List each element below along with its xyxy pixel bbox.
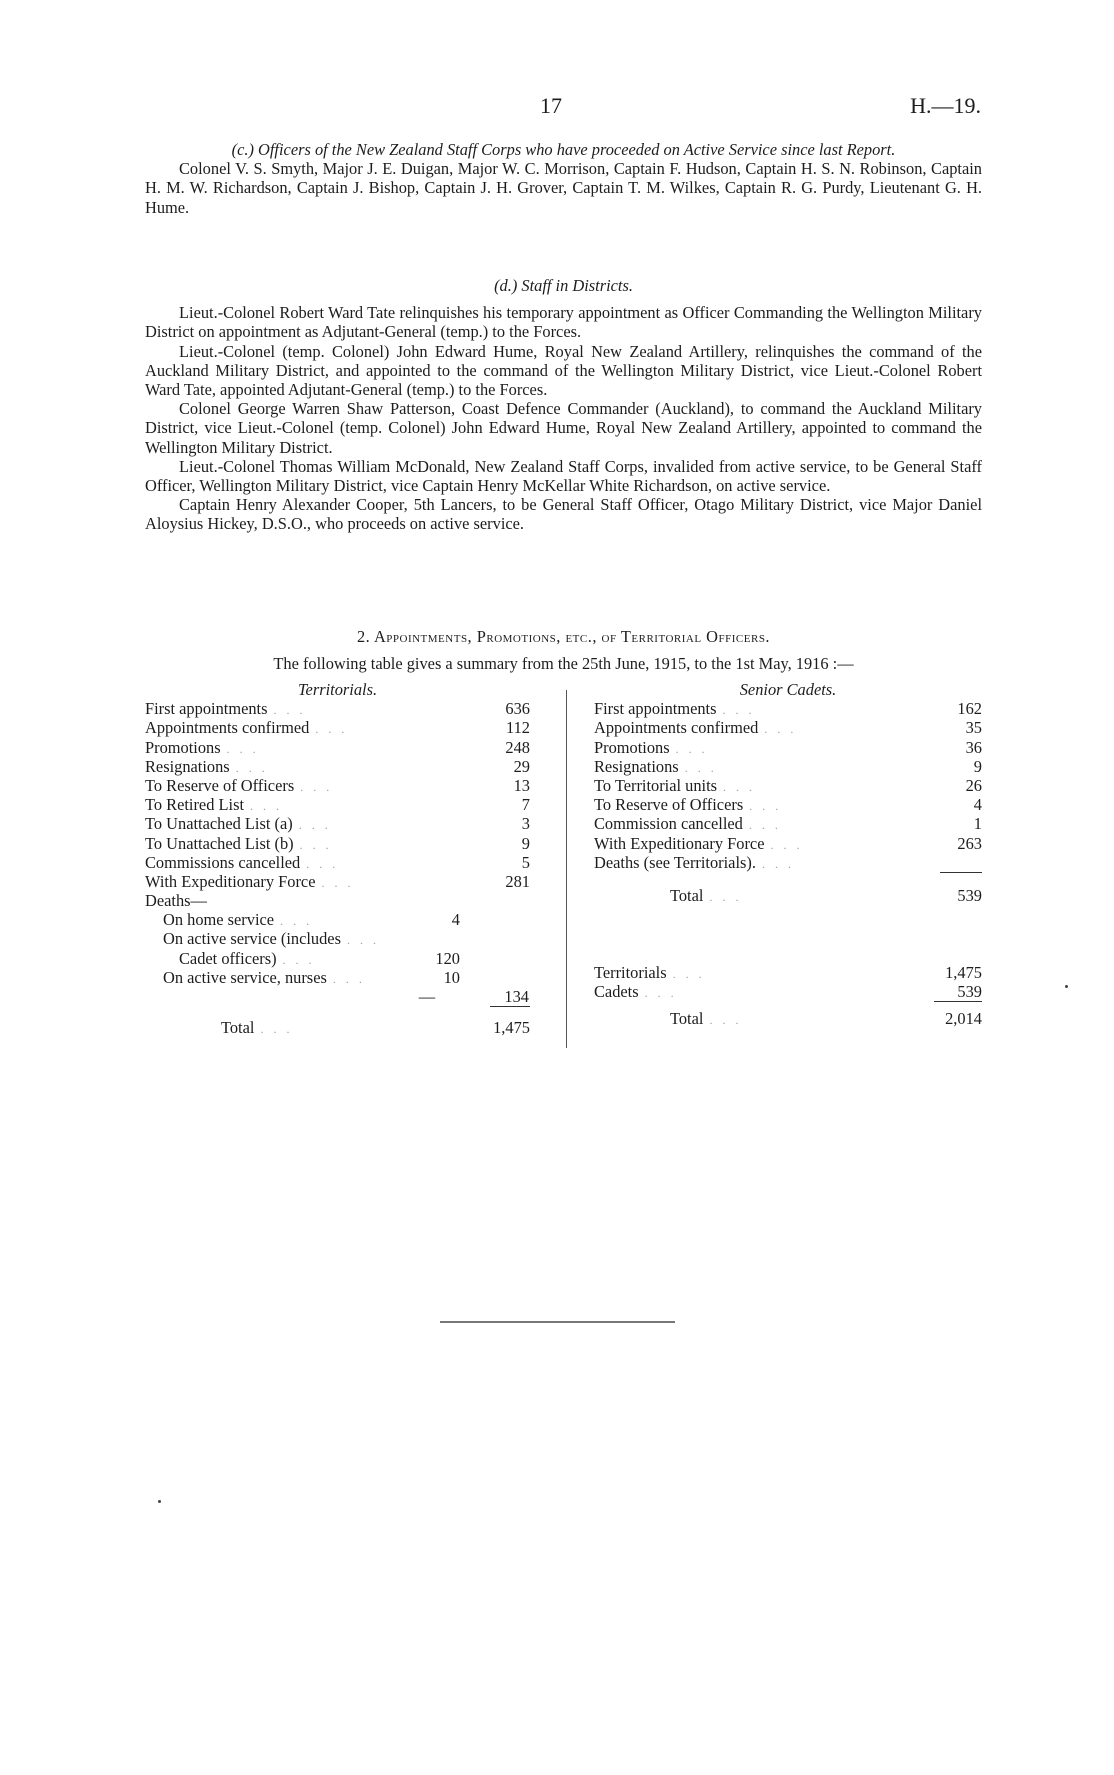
- row-label: Appointments confirmed: [594, 718, 759, 738]
- section-c-text: Colonel V. S. Smyth, Major J. E. Duigan, Major W. C. Morrison, Captain F. Hudson, Captain H. S. N. Robinson, Captain H. M. W. Richardson, Captain J. Bishop, Captain J. H. Grover, Captain T. M. Wilkes, Captain R. G. Purdy, Lieutenant G. H. Hume.: [145, 159, 982, 217]
- section-c-heading: (c.) Officers of the New Zealand Staff Corps who have proceeded on Active Service since last Report.: [231, 140, 896, 159]
- table-row: Promotions ... 248: [145, 737, 530, 757]
- grand-total: 2,014: [945, 1009, 982, 1029]
- scan-speck: [1065, 985, 1068, 988]
- row-label: Promotions: [594, 737, 670, 757]
- table-row: Territorials ... 1,475: [594, 963, 982, 983]
- end-rule: [440, 1321, 675, 1323]
- row-label: Cadet officers): [179, 948, 277, 968]
- total-label: Total: [221, 1018, 255, 1038]
- deaths-label-row: [145, 891, 530, 910]
- section-d-heading: (d.) Staff in Districts.: [494, 276, 633, 295]
- territorials-total-row: Total ... 1,475: [145, 1018, 530, 1037]
- table-row: Commission cancelled ... 1: [594, 814, 982, 834]
- row-label: Commissions cancelled: [145, 852, 301, 872]
- section-d: [145, 276, 982, 534]
- row-label: Promotions: [145, 737, 221, 757]
- document-reference: H.—19.: [910, 93, 981, 118]
- table-row: Commissions cancelled ... 5: [145, 852, 530, 872]
- deaths-rule: —: [418, 987, 436, 1007]
- paragraph: Colonel George Warren Shaw Patterson, Coast Defence Commander (Auckland), to command the Auckland Military District, vice Lieut.-Colonel (temp. Colonel) John Edward Hume, Royal New Zealand Artillery, appointed to command the Wellington Military District.: [145, 399, 982, 457]
- table-row: To Territorial units ... 26: [594, 775, 982, 795]
- paragraph: Lieut.-Colonel Thomas William McDonald, New Zealand Staff Corps, invalided from active service, to be General Staff Officer, Wellington Military District, vice Captain Henry McKellar White Richardson, on active service.: [145, 456, 982, 496]
- table-row: First appointments ... 162: [594, 699, 982, 719]
- row-value: 1: [973, 814, 982, 834]
- senior-cadets-table: [594, 680, 982, 1029]
- table-row: Cadet officers) ... 120: [145, 949, 530, 968]
- section-2-heading: 2. Appointments, Promotions, etc., of Territorial Officers.: [356, 627, 771, 646]
- table-row: Cadets ... 539: [594, 982, 982, 1002]
- row-value: 36: [965, 737, 982, 757]
- row-value: 35: [965, 718, 982, 738]
- row-value: 10: [443, 967, 460, 987]
- row-label: To Territorial units: [594, 775, 718, 795]
- cadets-total-row: Total ... 539: [594, 886, 982, 905]
- deaths-label: Deaths—: [145, 891, 207, 911]
- row-value: 5: [521, 852, 530, 872]
- row-value: 3: [521, 814, 530, 834]
- row-value: 112: [506, 718, 530, 738]
- table-row: With Expeditionary Force ... 263: [594, 833, 982, 853]
- row-value: 248: [505, 737, 530, 757]
- row-label: Resignations: [145, 756, 230, 776]
- territorials-title: Territorials.: [297, 680, 378, 699]
- row-value: 263: [957, 833, 982, 853]
- row-value: 120: [435, 948, 460, 968]
- row-value: 1,475: [945, 963, 982, 983]
- row-label: To Unattached List (a): [145, 814, 293, 834]
- subtotal-rule-row: [145, 1006, 530, 1014]
- scan-speck: [158, 1500, 161, 1503]
- table-row: On active service (includes ...: [145, 929, 530, 948]
- row-label: On active service (includes: [163, 929, 341, 949]
- row-label: Resignations: [594, 756, 679, 776]
- row-value: 29: [513, 756, 530, 776]
- row-label: To Retired List: [145, 795, 244, 815]
- section-c: [145, 140, 982, 217]
- table-row: To Unattached List (b) ... 9: [145, 833, 530, 853]
- row-label: Deaths (see Territorials).: [594, 852, 756, 872]
- subtotal-rule: [490, 1006, 530, 1007]
- cadets-total: 539: [957, 885, 982, 905]
- table-row: Resignations ... 29: [145, 756, 530, 776]
- table-row: Promotions ... 36: [594, 737, 982, 757]
- table-row: To Reserve of Officers ... 13: [145, 775, 530, 795]
- row-label: First appointments: [594, 699, 717, 719]
- row-value: 4: [451, 910, 460, 930]
- deaths-subtotal-row: [145, 987, 530, 1006]
- paragraph: Lieut.-Colonel (temp. Colonel) John Edward Hume, Royal New Zealand Artillery, relinquishes the command of the Auckland Military District, and appointed to the command of the Wellington Military District, vice Lieut.-Colonel Robert Ward Tate, appointed Adjutant-General (temp.) to the Forces.: [145, 341, 982, 400]
- grand-total-label: Total: [670, 1009, 704, 1029]
- table-intro: The following table gives a summary from the 25th June, 1915, to the 1st May, 1916 :—: [273, 654, 854, 673]
- row-label: On home service: [163, 910, 275, 930]
- column-divider: [566, 690, 567, 1048]
- row-label: First appointments: [145, 699, 268, 719]
- row-value: 13: [513, 775, 530, 795]
- row-label: Cadets: [594, 982, 639, 1002]
- table-row: To Unattached List (a) ... 3: [145, 814, 530, 834]
- cadets-rule: [940, 872, 982, 873]
- territorials-total: 1,475: [493, 1018, 530, 1038]
- row-value: 9: [973, 756, 982, 776]
- row-value: 636: [505, 699, 530, 719]
- row-value: 4: [973, 795, 982, 815]
- row-value: 162: [957, 699, 982, 719]
- paragraph: Lieut.-Colonel Robert Ward Tate relinquishes his temporary appointment as Officer Commanding the Wellington Military District on appointment as Adjutant-General (temp.) to the Forces.: [145, 303, 982, 342]
- row-label: To Unattached List (b): [145, 833, 294, 853]
- territorials-table: [145, 680, 530, 1037]
- paragraph: Captain Henry Alexander Cooper, 5th Lancers, to be General Staff Officer, Otago Military District, vice Major Daniel Aloysius Hickey, D.S.O., who proceeds on active service.: [145, 495, 982, 534]
- row-label: To Reserve of Officers: [145, 775, 295, 795]
- row-label: To Reserve of Officers: [594, 795, 744, 815]
- table-row: On active service, nurses ... 10: [145, 968, 530, 987]
- table-row: Appointments confirmed ... 35: [594, 718, 982, 738]
- row-label: With Expeditionary Force: [594, 833, 765, 853]
- table-row: Appointments confirmed ... 112: [145, 718, 530, 738]
- row-label: Commission cancelled: [594, 814, 743, 834]
- table-row: First appointments ... 636: [145, 699, 530, 719]
- section-c-body: [145, 159, 982, 217]
- table-row: To Retired List ... 7: [145, 795, 530, 815]
- row-label: Appointments confirmed: [145, 718, 310, 738]
- summary-rule: [934, 1001, 982, 1002]
- row-value: 281: [505, 871, 530, 891]
- total-label: Total: [670, 885, 704, 905]
- row-label: On active service, nurses: [163, 967, 327, 987]
- grand-total-row: Total ... 2,014: [594, 1009, 982, 1028]
- row-value: 26: [965, 775, 982, 795]
- table-row: Deaths (see Territorials). ...: [594, 852, 801, 872]
- section-d-body: [145, 303, 982, 533]
- page-number: 17: [540, 93, 562, 118]
- table-row: Resignations ... 9: [594, 756, 982, 776]
- table-row: To Reserve of Officers ... 4: [594, 795, 982, 815]
- row-value: 9: [521, 833, 530, 853]
- deaths-subtotal: 134: [504, 987, 529, 1007]
- table-row: On home service ... 4: [145, 910, 530, 929]
- senior-cadets-title: Senior Cadets.: [739, 680, 837, 699]
- row-value: 7: [521, 795, 530, 815]
- row-label: Territorials: [594, 963, 667, 983]
- table-row: With Expeditionary Force ... 281: [145, 871, 530, 891]
- row-value: 539: [957, 982, 982, 1002]
- row-label: With Expeditionary Force: [145, 871, 316, 891]
